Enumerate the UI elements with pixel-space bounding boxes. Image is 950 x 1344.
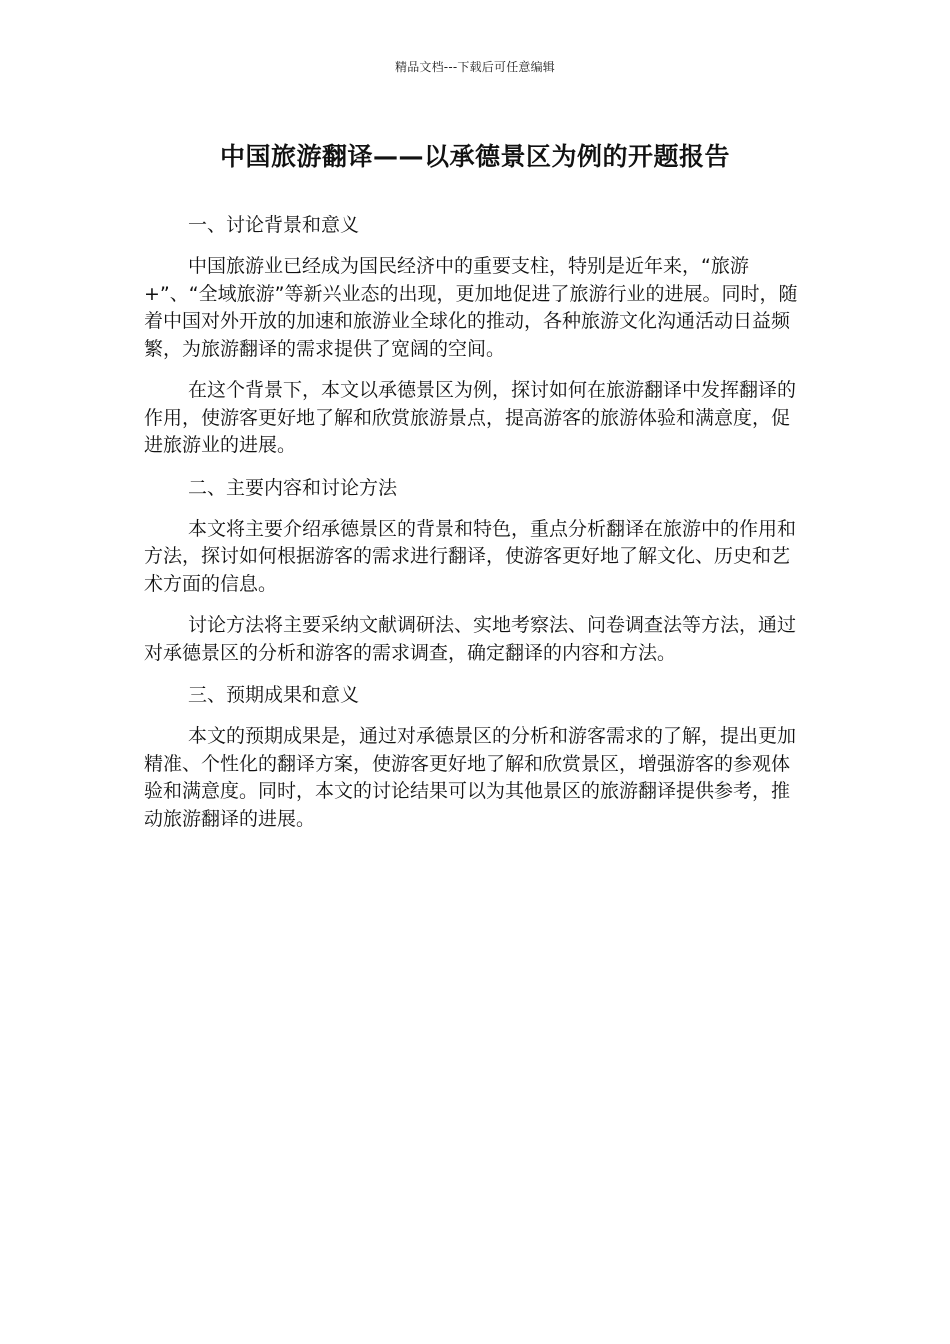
document-title: 中国旅游翻译——以承德景区为例的开题报告 [219,142,730,171]
section-heading: 一、讨论背景和意义 [188,214,360,236]
section-background [144,211,806,460]
header-note: 精品文档---下载后可任意编辑 [395,60,555,74]
paragraph: 讨论方法将主要采纳文献调研法、实地考察法、问卷调查法等方法，通过对承德景区的分析和游客的需求调查，确定翻译的内容和方法。 [144,614,797,664]
section-expected-results [144,681,806,833]
section-heading: 三、预期成果和意义 [188,684,360,706]
document-body [144,211,806,847]
paragraph: 本文将主要介绍承德景区的背景和特色，重点分析翻译在旅游中的作用和方法，探讨如何根据游客的需求进行翻译，使游客更好地了解文化、历史和艺术方面的信息。 [144,517,797,595]
paragraph: 在这个背景下，本文以承德景区为例，探讨如何在旅游翻译中发挥翻译的作用，使游客更好地了解和欣赏旅游景点，提高游客的旅游体验和满意度，促进旅游业的进展。 [144,379,797,456]
section-heading: 二、主要内容和讨论方法 [188,476,398,499]
section-content-methods [144,474,806,668]
paragraph: 中国旅游业已经成为国民经济中的重要支柱，特别是近年来，“旅游+”、“全域旅游”等新兴业态的出现，更加地促进了旅游行业的进展。同时，随着中国对外开放的加速和旅游业全球化的推动，各种旅游文化沟通活动日益频繁，为旅游翻译的需求提供了宽阔的空间。 [144,255,798,360]
paragraph: 本文的预期成果是，通过对承德景区的分析和游客需求的了解，提出更加精准、个性化的翻译方案，使游客更好地了解和欣赏景区，增强游客的参观体验和满意度。同时，本文的讨论结果可以为其他景区的旅游翻译提供参考，推动旅游翻译的进展。 [144,725,797,830]
